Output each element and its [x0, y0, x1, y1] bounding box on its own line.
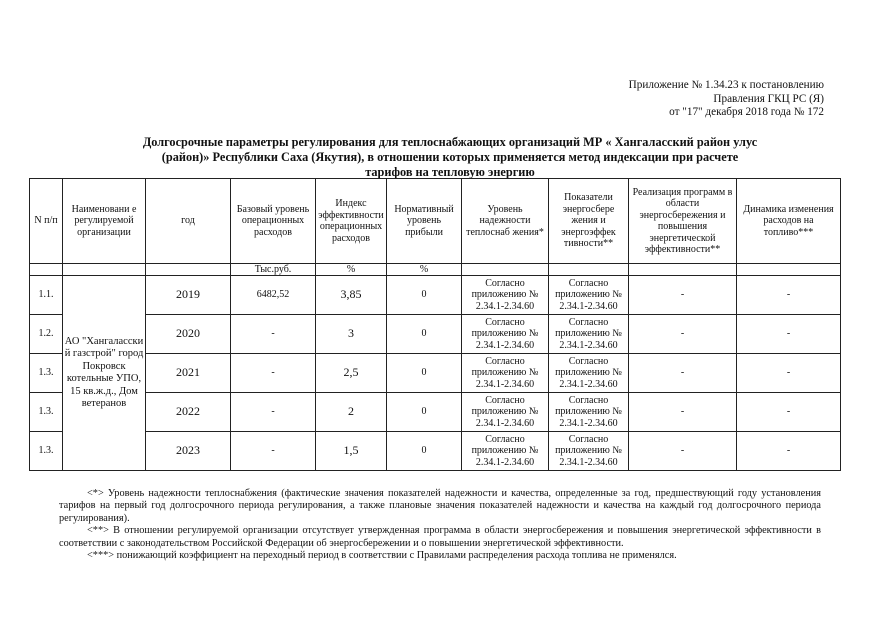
header-profit: Нормативный уровень прибыли — [387, 179, 462, 264]
row-base: 6482,52 — [231, 276, 316, 315]
unit-empty — [462, 264, 549, 276]
table-header-row — [30, 179, 841, 264]
row-energy: Согласно приложению № 2.34.1-2.34.60 — [549, 432, 629, 471]
row-year: 2023 — [146, 432, 231, 471]
units-row — [30, 264, 841, 276]
row-program: - — [629, 276, 737, 315]
header-org: Наименовани е регулируемой организации — [63, 179, 146, 264]
unit-empty — [737, 264, 841, 276]
footnotes — [59, 488, 821, 562]
row-num: 1.3. — [30, 354, 63, 393]
row-num: 1.1. — [30, 276, 63, 315]
row-index: 3,85 — [316, 276, 387, 315]
appendix-line-1: Приложение № 1.34.23 к постановлению — [628, 79, 824, 91]
row-program: - — [629, 432, 737, 471]
row-fuel: - — [737, 354, 841, 393]
header-program: Реализация программ в области энергосбережения и повышения энергетической эффективности** — [629, 179, 737, 264]
row-profit: 0 — [387, 432, 462, 471]
header-year: год — [146, 179, 231, 264]
row-num: 1.3. — [30, 432, 63, 471]
row-reliability: Согласно приложению № 2.34.1-2.34.60 — [462, 432, 549, 471]
row-energy: Согласно приложению № 2.34.1-2.34.60 — [549, 276, 629, 315]
row-profit: 0 — [387, 393, 462, 432]
row-base: - — [231, 315, 316, 354]
header-base: Базовый уровень операционных расходов — [231, 179, 316, 264]
row-num: 1.3. — [30, 393, 63, 432]
row-energy: Согласно приложению № 2.34.1-2.34.60 — [549, 393, 629, 432]
unit-empty — [146, 264, 231, 276]
row-year: 2021 — [146, 354, 231, 393]
row-fuel: - — [737, 276, 841, 315]
row-index: 2 — [316, 393, 387, 432]
unit-empty — [549, 264, 629, 276]
header-fuel: Динамика изменения расходов на топливо*** — [737, 179, 841, 264]
row-index: 1,5 — [316, 432, 387, 471]
table-row — [30, 276, 841, 315]
title-line-3: тарифов на тепловую энергию — [365, 164, 535, 179]
document-title — [70, 135, 830, 179]
header-energy: Показатели энергосбере жения и энергоэффек тивности** — [549, 179, 629, 264]
row-index: 2,5 — [316, 354, 387, 393]
row-fuel: - — [737, 315, 841, 354]
row-base: - — [231, 393, 316, 432]
row-fuel: - — [737, 393, 841, 432]
row-index: 3 — [316, 315, 387, 354]
row-year: 2022 — [146, 393, 231, 432]
header-index: Индекс эффективности операционных расходов — [316, 179, 387, 264]
unit-empty — [629, 264, 737, 276]
row-year: 2020 — [146, 315, 231, 354]
row-energy: Согласно приложению № 2.34.1-2.34.60 — [549, 315, 629, 354]
title-line-1: Долгосрочные параметры регулирования для теплоснабжающих организаций МР « Хангаласский район улус — [142, 135, 758, 149]
row-program: - — [629, 354, 737, 393]
row-profit: 0 — [387, 354, 462, 393]
unit-empty — [30, 264, 63, 276]
footnote-reliability: <*> Уровень надежности теплоснабжения (фактические значения показателей надежности и качества, определенные за год, предшествующий году установления тарифов на первый год долгосрочного периода регулирования, а также плановые значения показателей надежности и качества на каждый год долгосрочного периода регулирования). — [59, 488, 821, 524]
row-profit: 0 — [387, 315, 462, 354]
row-reliability: Согласно приложению № 2.34.1-2.34.60 — [462, 315, 549, 354]
row-program: - — [629, 315, 737, 354]
table-row — [30, 354, 841, 393]
row-fuel: - — [737, 432, 841, 471]
table-row — [30, 432, 841, 471]
table-row — [30, 315, 841, 354]
row-base: - — [231, 354, 316, 393]
row-reliability: Согласно приложению № 2.34.1-2.34.60 — [462, 354, 549, 393]
unit-profit: % — [387, 264, 462, 276]
row-year: 2019 — [146, 276, 231, 315]
appendix-line-3: от "17" декабря 2018 года № 172 — [669, 106, 824, 119]
header-num: N п/п — [30, 179, 63, 264]
unit-index: % — [316, 264, 387, 276]
unit-base: Тыс.руб. — [231, 264, 316, 276]
row-num: 1.2. — [30, 315, 63, 354]
organization-name: АО "Хангаласски й газстрой" город Покровск котельные УПО, 15 кв.ж.д., Дом ветеранов — [63, 276, 146, 471]
row-reliability: Согласно приложению № 2.34.1-2.34.60 — [462, 393, 549, 432]
regulation-parameters-table — [29, 178, 841, 471]
appendix-reference — [629, 79, 824, 120]
unit-empty — [63, 264, 146, 276]
table-row — [30, 393, 841, 432]
row-program: - — [629, 393, 737, 432]
appendix-line-2: Правления ГКЦ РС (Я) — [713, 92, 824, 105]
title-line-2: (район)» Республики Саха (Якутия), в отношении которых применяется метод индексации при расчете — [161, 149, 739, 164]
header-reliability: Уровень надежности теплоснаб жения* — [462, 179, 549, 264]
row-energy: Согласно приложению № 2.34.1-2.34.60 — [549, 354, 629, 393]
row-profit: 0 — [387, 276, 462, 315]
row-base: - — [231, 432, 316, 471]
footnote-fuel: <***> понижающий коэффициент на переходный период в соответствии с Правилами распределения расхода топлива не применялся. — [87, 550, 677, 562]
footnote-energy-program: <**> В отношении регулируемой организации отсутствует утвержденная программа в области энергосбережения и повышения энергетической эффективности в соответствии с законодательством Российской Федерации об энергосбережении и о повышении энергетической эффективности. — [59, 525, 821, 549]
row-reliability: Согласно приложению № 2.34.1-2.34.60 — [462, 276, 549, 315]
